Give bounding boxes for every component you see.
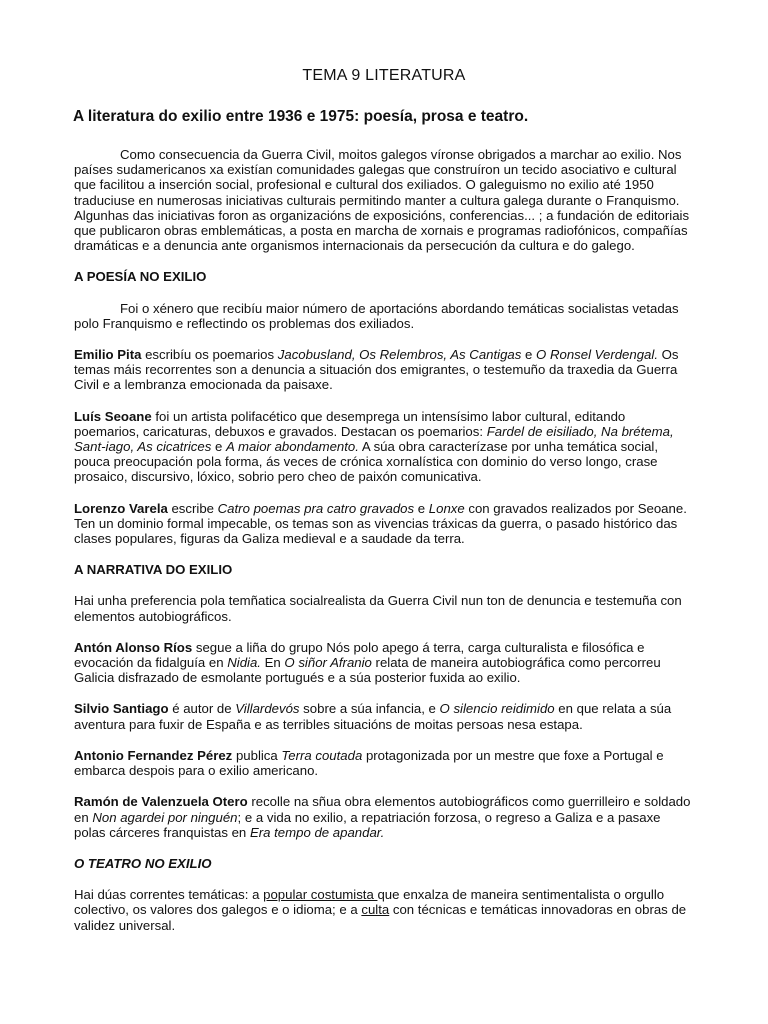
underlined-term: popular costumista bbox=[263, 887, 378, 903]
section-heading-teatro: O TEATRO NO EXILIO bbox=[74, 855, 212, 871]
text: Os temas máis recorrentes son a denuncia a situación dos emigrantes, o testemuño da traxedia da Guerra Civil e a lembranza emocionada da paisaxe. bbox=[74, 347, 679, 393]
paragraph-teatro bbox=[74, 887, 694, 933]
author-name: Antón Alonso Ríos bbox=[74, 639, 193, 655]
text: foi un artista polifacético que desemprega un intensísimo labor cultural, editando poemarios, caricaturas, debuxos e gravados. Destacan os poemarios: bbox=[74, 408, 626, 439]
text: protagonizada por un mestre que foxe a Portugal e embarca despois para o exilio americano. bbox=[74, 747, 664, 779]
text: En bbox=[260, 655, 285, 671]
text: sobre a súa infancia, e bbox=[299, 701, 440, 717]
work-title: A maior abondamento. bbox=[225, 439, 359, 455]
text: segue a liña do grupo Nós polo apego á terra, carga culturalista e filosófica e evocación da fidalguía en bbox=[74, 639, 645, 671]
text: recolle na sñua obra elementos autobiográficos como guerrilleiro e soldado en bbox=[74, 794, 691, 825]
page-title: TEMA 9 LITERATURA bbox=[302, 67, 466, 84]
work-title: O siñor Afranio bbox=[284, 655, 372, 671]
author-name: Antonio Fernandez Pérez bbox=[74, 747, 233, 763]
text: en que relata a súa aventura para fuxir de España e as terribles situacións de moitas persoas nesa estapa. bbox=[74, 701, 672, 732]
paragraph-luis-seoane bbox=[74, 409, 694, 485]
work-title: O silencio reidimido bbox=[439, 701, 555, 717]
narrativa-intro-paragraph: Hai unha preferencia pola temñatica socialrealista da Guerra Civil nun ton de denuncia e testemuña con elementos autobiográficos. bbox=[74, 593, 682, 624]
text: A súa obra caracterízase por unha temática social, pouca preocupación pola forma, ás veces de crónica xornalística con dominio do verso longo, crase prosaico, discursivo, lóxico, sobrio pero cheo de paixón comunicativa. bbox=[74, 439, 659, 485]
work-title: Lonxe bbox=[428, 500, 465, 516]
work-title: O Ronsel Verdengal. bbox=[536, 347, 658, 363]
text: escribíu os poemarios bbox=[141, 347, 278, 363]
text: publica bbox=[232, 747, 282, 763]
paragraph-anton-alonso-rios bbox=[74, 640, 694, 686]
work-title: Terra coutada bbox=[281, 747, 363, 763]
page-subtitle: A literatura do exilio entre 1936 e 1975: poesía, prosa e teatro. bbox=[73, 108, 529, 125]
underlined-term: culta bbox=[361, 902, 390, 918]
paragraph-lorenzo-varela bbox=[74, 501, 694, 547]
text: que enxalza de maneira sentimentalista o orgullo colectivo, os valores dos galegos e o idioma; e a bbox=[74, 887, 665, 918]
text: ; e a vida no exilio, a repatriación forzosa, o regreso a Galiza e a pasaxe polas cárceres franquistas en bbox=[74, 809, 661, 840]
work-title: Nidia. bbox=[227, 655, 261, 671]
text: e bbox=[414, 500, 429, 516]
text: e bbox=[211, 439, 226, 455]
paragraph-emilio-pita bbox=[74, 347, 694, 393]
author-name: Luís Seoane bbox=[74, 408, 152, 424]
author-name: Silvio Santiago bbox=[74, 701, 169, 717]
text: escribe bbox=[167, 500, 218, 516]
text: con gravados realizados por Seoane. Ten un dominio formal impecable, os temas son as vivencias tráxicas da guerra, o pasado histórico das clases populares, figuras da Galiza medieval e a saudade da terra. bbox=[74, 500, 687, 547]
text: con técnicas e temáticas innovadoras en obras de validez universal. bbox=[74, 902, 687, 933]
poesia-intro-paragraph: Foi o xénero que recibíu maior número de aportacións abordando temáticas socialistas vetadas polo Franquismo e reflectindo os problemas dos exiliados. bbox=[74, 300, 679, 331]
text: e bbox=[521, 347, 537, 363]
author-name: Emilio Pita bbox=[74, 347, 142, 363]
paragraph-ramon-de-valenzuela-otero bbox=[74, 794, 694, 840]
work-title: Era tempo de apandar. bbox=[249, 824, 385, 840]
text: Hai dúas correntes temáticas: a bbox=[74, 887, 264, 903]
paragraph-antonio-fernandez-perez bbox=[74, 748, 694, 778]
intro-paragraph: Como consecuencia da Guerra Civil, moitos galegos víronse obrigados a marchar ao exilio. Nos países sudamericanos xa existían comunidades galegas que construíron un tecido asociativo e cultural que facilitou a inserción social, profesional e cultural dos exiliados. O galeguismo no exilio até 1950 traduciuse en numerosas iniciativas culturais permitindo manter a cultura galega durante o Franquismo. Algunhas das iniciativas foron as organizacións de exposicións, conferencias... ; a fundación de editoriais que publicaron obras emblemáticas, a posta en marcha de xornais e programas radiofónicos, compañías dramáticas e a denuncia ante organismos internacionais da persecución da cultura e do galego. bbox=[74, 147, 690, 254]
section-heading-poesia: A POESÍA NO EXILIO bbox=[74, 269, 207, 285]
text: é autor de bbox=[168, 701, 236, 717]
document-body bbox=[74, 147, 694, 933]
author-name: Lorenzo Varela bbox=[74, 500, 168, 516]
work-title: Villardevós bbox=[235, 701, 300, 717]
work-title: Catro poemas pra catro gravados bbox=[217, 500, 415, 516]
work-title: Non agardei por ninguén bbox=[92, 809, 238, 825]
section-heading-narrativa: A NARRATIVA DO EXILIO bbox=[74, 562, 233, 578]
paragraph-silvio-santiago bbox=[74, 701, 694, 731]
work-title: Jacobusland, Os Relembros, As Cantigas bbox=[277, 347, 522, 363]
text: relata de maneira autobiográfica como percorreu Galicia disfrazado de esmolante portugués e a súa posterior fuxida ao exilio. bbox=[74, 655, 661, 686]
work-title: Fardel de eisiliado, Na brétema, Sant-iago, As cicatrices bbox=[74, 423, 674, 455]
author-name: Ramón de Valenzuela Otero bbox=[74, 794, 248, 810]
